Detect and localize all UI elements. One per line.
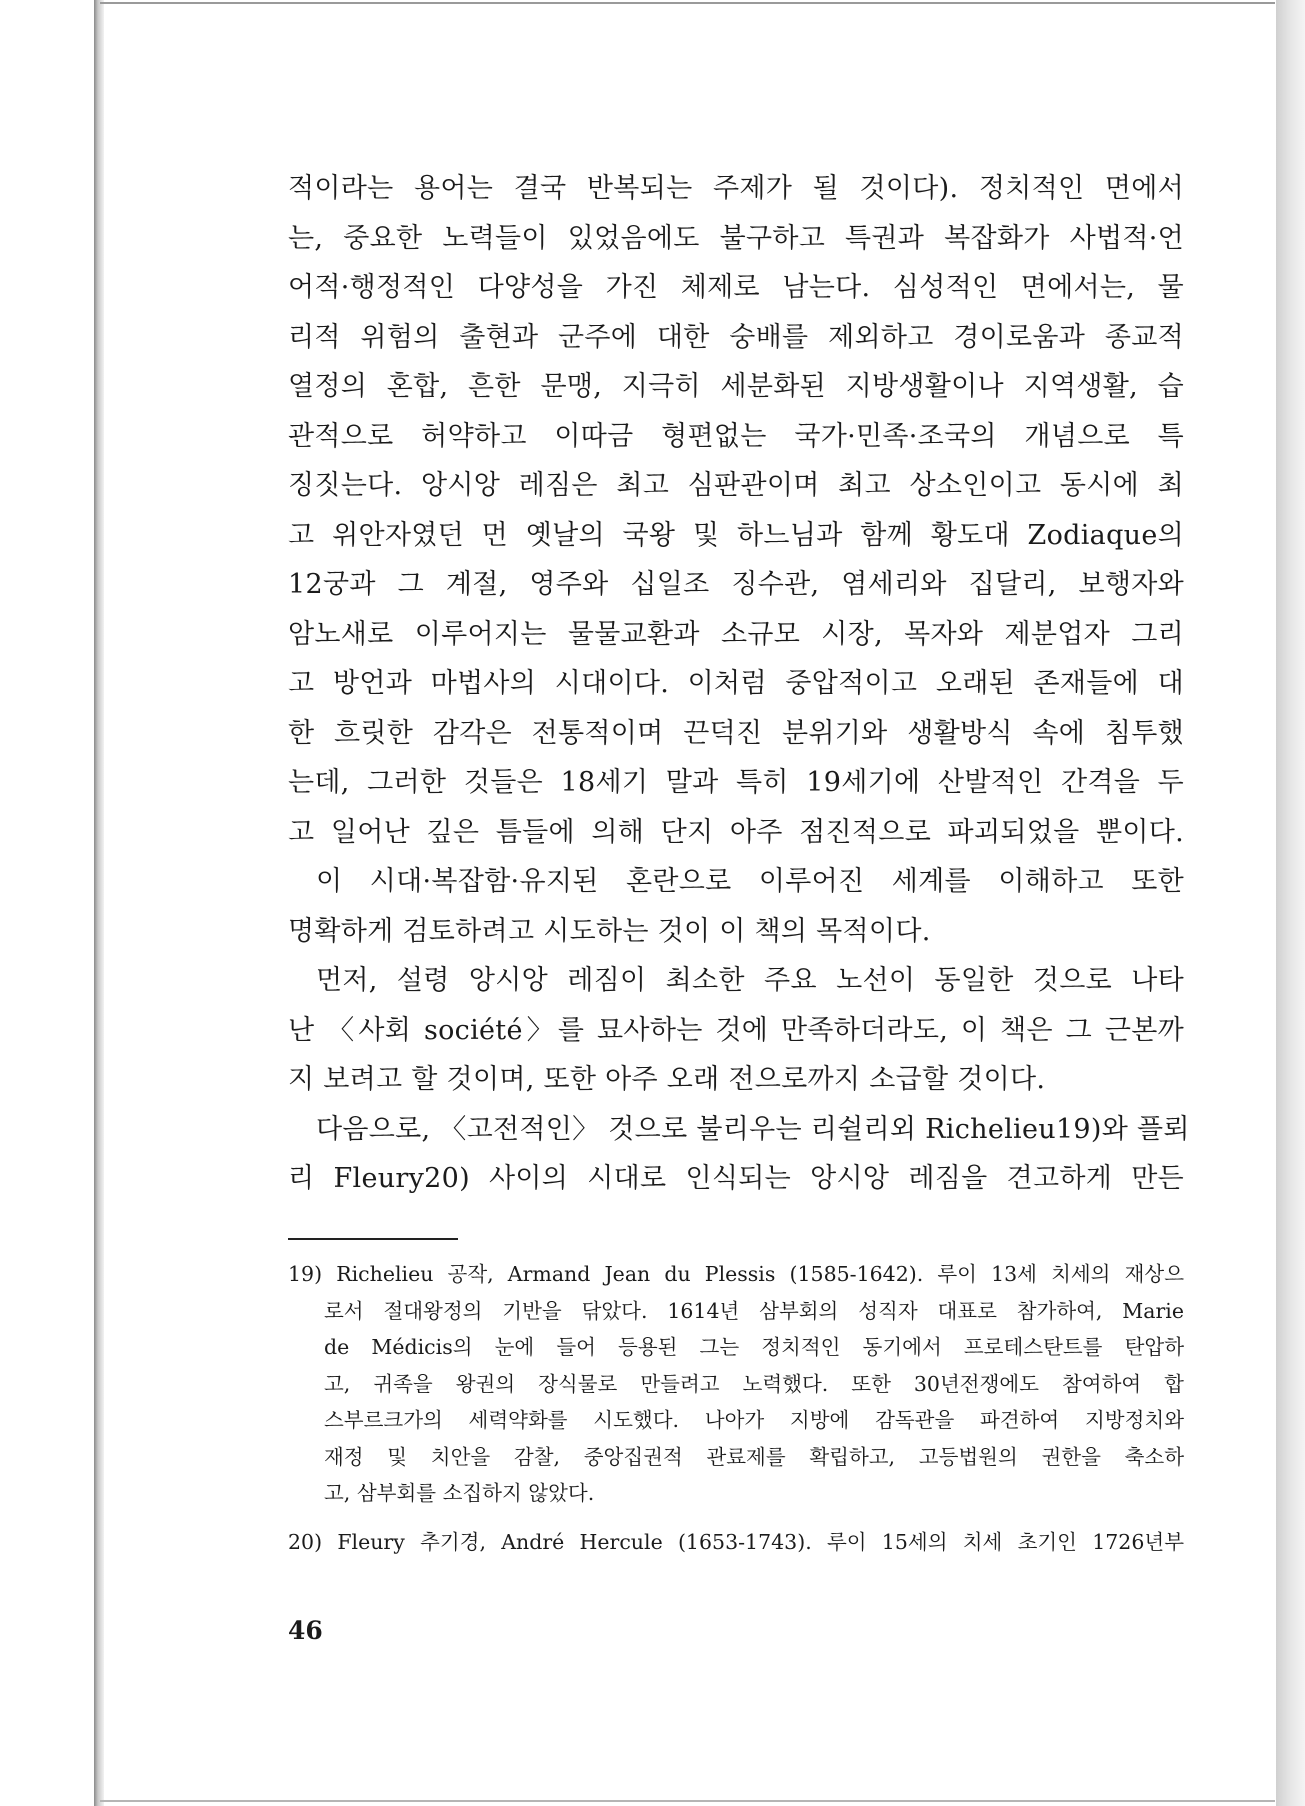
body-line: 고 방언과 마법사의 시대이다. 이처럼 중압적이고 오래된 존재들에 대 [288,668,1184,699]
footnote-20-line: 20) Fleury 추기경, André Hercule (1653-1743). 루이 15세의 치세 초기인 1726년부 [288,1529,1184,1554]
body-line: 적이라는 용어는 결국 반복되는 주제가 될 것이다). 정치적인 면에서 [288,173,1184,204]
footnote-19-line: 재정 및 치안을 감찰, 중앙집권적 관료제를 확립하고, 고등법원의 권한을 축소하 [324,1444,1184,1469]
footnote-19-line: 19) Richelieu 공작, Armand Jean du Plessis (1585-1642). 루이 13세 치세의 재상으 [288,1262,1184,1286]
body-line: 먼저, 설령 앙시앙 레짐이 최소한 주요 노선이 동일한 것으로 나타 [316,965,1184,996]
body-line: 다음으로, 〈고전적인〉 것으로 불리우는 리쉴리외 Richelieu19)와 플뢰 [316,1113,1190,1145]
body-line: 리적 위험의 출현과 군주에 대한 숭배를 제외하고 경이로움과 종교적 [288,321,1184,353]
body-line: 는, 중요한 노력들이 있었음에도 불구하고 특권과 복잡화가 사법적·언 [288,222,1184,254]
footnote-spacer [288,1512,1184,1524]
footnote-19-line: de Médicis의 눈에 들어 등용된 그는 정치적인 동기에서 프로테스탄트를 탄압하 [324,1335,1184,1359]
body-line: 지 보려고 할 것이며, 또한 아주 오래 전으로까지 소급할 것이다. [288,1064,1046,1095]
footnote-19-line: 고, 삼부회를 소집하지 않았다. [324,1481,595,1505]
body-line: 고 일어난 깊은 틈들에 의해 단지 아주 점진적으로 파괴되었을 뿐이다. [288,816,1184,848]
body-text [288,164,1190,1204]
body-line: 리 Fleury20) 사이의 시대로 인식되는 앙시앙 레짐을 견고하게 만든 [288,1163,1184,1194]
footnotes [288,1256,1184,1560]
body-line: 어적·행정적인 다양성을 가진 체제로 남는다. 심성적인 면에서는, 물 [288,272,1184,303]
page-top-edge [100,2,1275,4]
page-bottom-edge [100,1800,1275,1802]
body-line: 징짓는다. 앙시앙 레짐은 최고 심판관이며 최고 상소인이고 동시에 최 [288,470,1184,501]
body-line: 난 〈사회 société〉를 묘사하는 것에 만족하더라도, 이 책은 그 근본까 [288,1014,1184,1046]
next-page-edge [1276,0,1305,1806]
footnote-19-line: 스부르크가의 세력약화를 시도했다. 나아가 지방에 감독관을 파견하여 지방정치와 [324,1408,1184,1432]
page-number: 46 [288,1616,323,1645]
body-line: 암노새로 이루어지는 물물교환과 소규모 시장, 목자와 제분업자 그리 [288,618,1184,650]
body-line: 12궁과 그 계절, 영주와 십일조 징수관, 염세리와 집달리, 보행자와 [288,569,1184,600]
footnote-19-line: 고, 귀족을 왕권의 장식물로 만들려고 노력했다. 또한 30년전쟁에도 참여하여 합 [324,1371,1184,1396]
body-line: 는데, 그러한 것들은 18세기 말과 특히 19세기에 산발적인 간격을 두 [288,767,1184,798]
body-line: 고 위안자였던 먼 옛날의 국왕 및 하느님과 함께 황도대 Zodiaque의 [288,519,1184,551]
body-line: 이 시대·복잡함·유지된 혼란으로 이루어진 세계를 이해하고 또한 [316,866,1184,897]
body-line: 관적으로 허약하고 이따금 형편없는 국가·민족·조국의 개념으로 특 [288,420,1184,452]
body-line: 한 흐릿한 감각은 전통적이며 끈덕진 분위기와 생활방식 속에 침투했 [288,717,1184,749]
book-binding-shadow [94,0,104,1806]
footnote-19-line: 로서 절대왕정의 기반을 닦았다. 1614년 삼부회의 성직자 대표로 참가하여, Marie [324,1298,1184,1323]
footnote-separator [288,1238,458,1240]
body-line: 열정의 혼합, 흔한 문맹, 지극히 세분화된 지방생활이나 지역생활, 습 [288,371,1184,402]
body-line: 명확하게 검토하려고 시도하는 것이 이 책의 목적이다. [288,915,931,947]
